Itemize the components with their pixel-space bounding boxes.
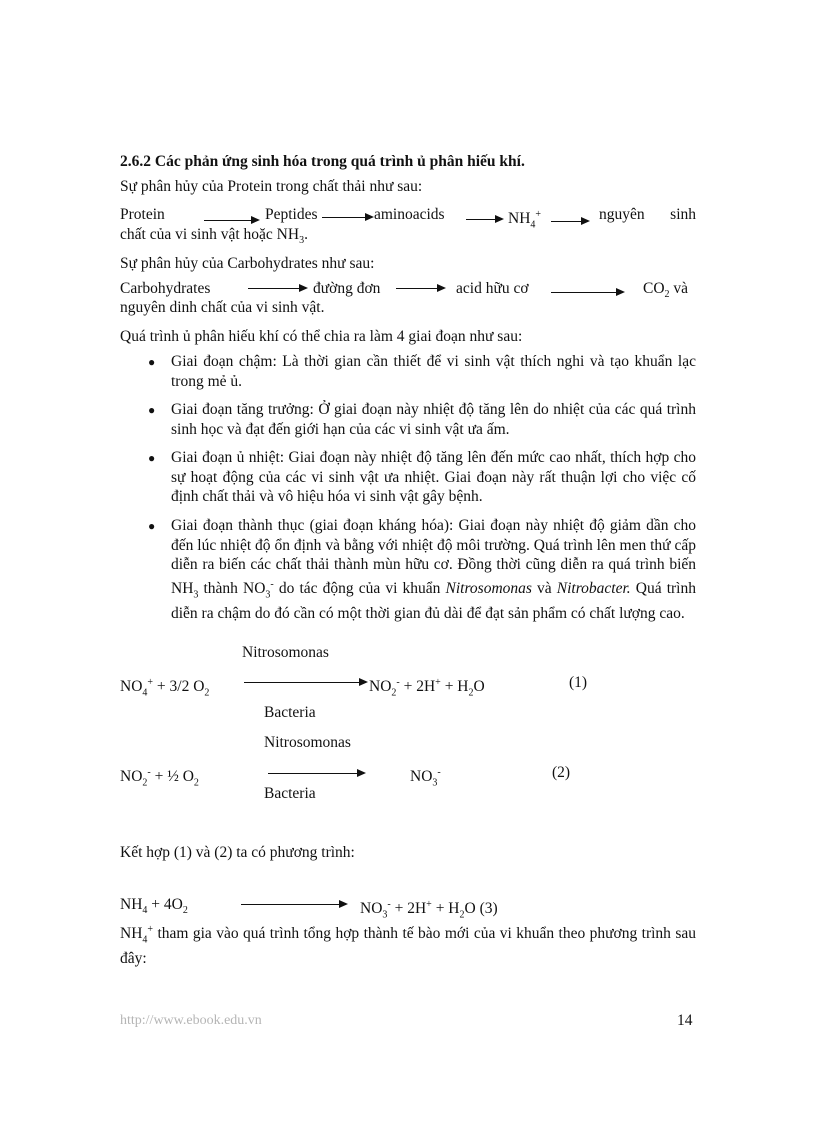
protein-arrow-4 (551, 221, 588, 222)
protein-step-5: nguyên sinh (599, 206, 696, 223)
carb-step-3: acid hữu cơ (456, 280, 529, 297)
protein-arrow-2 (322, 217, 372, 218)
page-number: 14 (677, 1012, 693, 1029)
protein-intro: Sự phân hủy của Protein trong chất thải như sau: (120, 178, 423, 195)
eq1-number: (1) (569, 674, 588, 691)
eq2-products: $NO_3^-$ (410, 767, 441, 789)
eq3-products: $NO_3^- + 2H^+ + H_2O$ (3) (360, 899, 498, 921)
bullet-icon: ● (148, 355, 156, 369)
eq2-catalyst-below: Bacteria (264, 785, 316, 802)
carb-continuation: nguyên dinh chất của vi sinh vật. (120, 299, 325, 316)
section-heading: 2.6.2 Các phản ứng sinh hóa trong quá trình ủ phân hiếu khí. (120, 153, 525, 170)
eq1-arrow (244, 682, 366, 683)
eq2-catalyst-above: Nitrosomonas (264, 734, 351, 751)
eq2-reactants: $NO_2^-$ + ½ $O_2$ (120, 767, 199, 789)
bullet-icon: ● (148, 519, 156, 533)
stage-3-text: Giai đoạn ủ nhiệt: Giai đoạn này nhiệt độ tăng lên đến mức cao nhất, thích hợp cho sự hoạt động của các vi sinh vật ưa nhiệt. Giai đoạn này rất thuận lợi cho việc cố định chất thải và vô hiệu hóa vi sinh vật gây bệnh. (171, 449, 696, 505)
combine-text: Kết hợp (1) và (2) ta có phương trình: (120, 844, 355, 861)
footer-url: http://www.ebook.edu.vn (120, 1013, 262, 1028)
carb-arrow-3 (551, 292, 623, 293)
protein-continuation: chất của vi sinh vật hoặc $NH_3$. (120, 226, 308, 247)
eq1-reactants: $NO_4^+ + 3/2$ $O_2$ (120, 677, 210, 699)
carb-step-1: Carbohydrates (120, 280, 211, 297)
protein-step-2: Peptides (265, 206, 318, 223)
protein-step-3: aminoacids (374, 206, 445, 223)
protein-arrow-1 (204, 220, 258, 221)
carb-arrow-1 (248, 288, 306, 289)
eq2-arrow (268, 773, 364, 774)
protein-step-1: Protein (120, 206, 165, 223)
carb-step-4: $CO_2$ và (643, 280, 689, 301)
stage-2-text: Giai đoạn tăng trưởng: Ở giai đoạn này nhiệt độ tăng lên do nhiệt của các quá trình sinh học và đạt đến giới hạn của các vi sinh vật ưa ấm. (171, 401, 696, 438)
stages-intro: Quá trình ủ phân hiếu khí có thể chia ra làm 4 giai đoạn như sau: (120, 328, 523, 345)
stage-1-text: Giai đoạn chậm: Là thời gian cần thiết để vi sinh vật thích nghi và tạo khuẩn lạc trong mẻ ủ. (171, 353, 696, 390)
eq1-products: $NO_2^- + 2H^+ + H_2O$ (369, 677, 485, 699)
protein-arrow-3 (466, 219, 502, 220)
eq1-catalyst-below: Bacteria (264, 704, 316, 721)
carb-intro: Sự phân hủy của Carbohydrates như sau: (120, 255, 375, 272)
protein-step-4: $NH_4^+$ (508, 209, 542, 231)
bullet-icon: ● (148, 451, 156, 465)
eq1-catalyst-above: Nitrosomonas (242, 644, 329, 661)
carb-step-2: đường đơn (313, 280, 381, 297)
stage-4-text: Giai đoạn thành thục (giai đoạn kháng hóa): Giai đoạn này nhiệt độ giảm dần cho đến lúc nhiệt độ ổn định và bằng với nhiệt độ môi trường. Quá trình lên men thứ cấp diễn ra biến các chất thải thành mùn hữu cơ. Đồng thời cũng diễn ra quá trình biến $NH_3$ thành $NO_3^-$ do tác động của vi khuẩn Nitrosomonas và Nitrobacter. Quá trình diễn ra chậm do đó cần có một thời gian đủ dài để đạt sản phẩm có chất lượng cao. (171, 517, 696, 623)
eq3-reactants: $NH_4 + 4O_2$ (120, 896, 188, 917)
eq3-arrow (241, 904, 346, 905)
eq2-number: (2) (552, 764, 571, 781)
final-paragraph: $NH_4^+$ tham gia vào quá trình tổng hợp thành tế bào mới của vi khuẩn theo phương trình sau đây: (120, 924, 696, 968)
bullet-icon: ● (148, 403, 156, 417)
carb-arrow-2 (396, 288, 444, 289)
